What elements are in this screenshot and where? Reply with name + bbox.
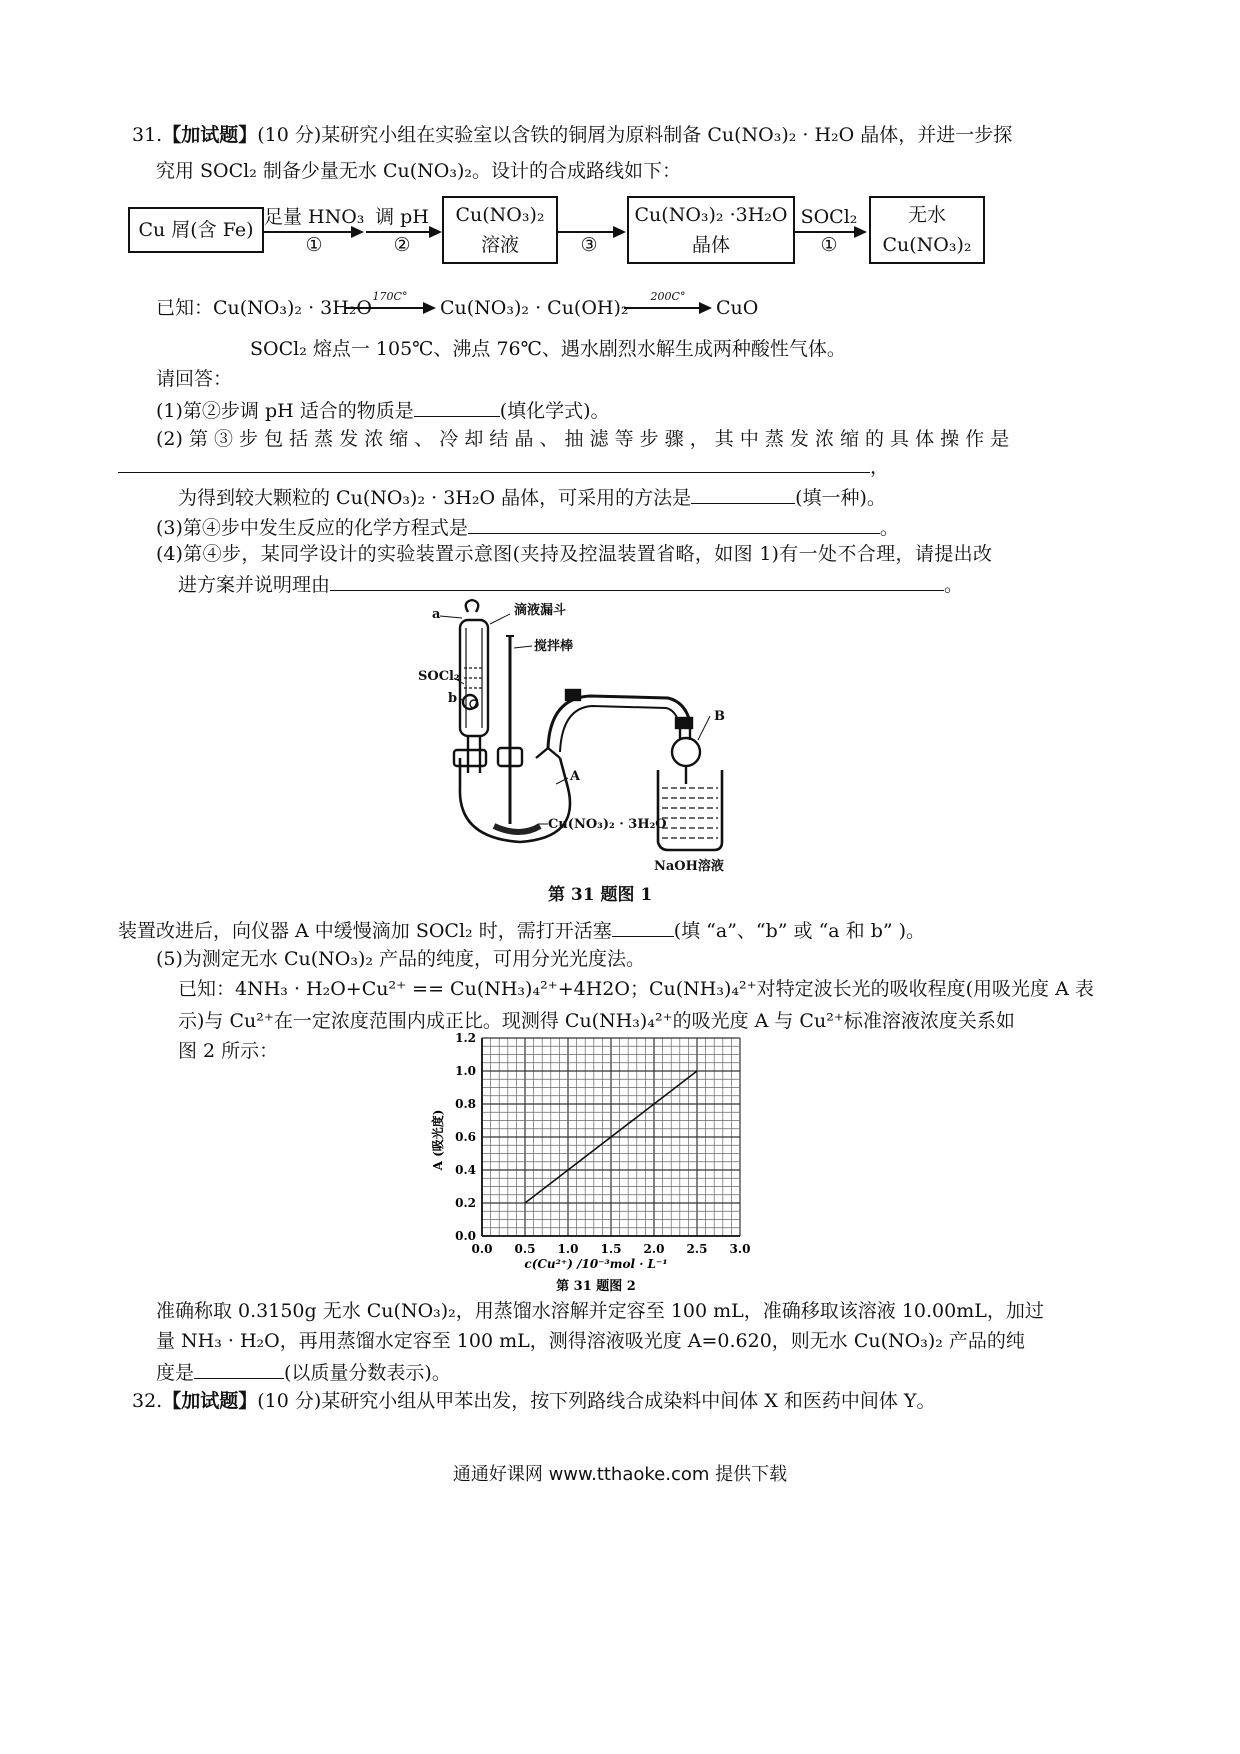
answer-blank-1[interactable] <box>414 396 500 417</box>
purity-question: 度是 <box>156 1362 195 1384</box>
flow-step4-number: ① <box>820 234 838 256</box>
label-stirrer: 搅拌棒 <box>534 639 574 654</box>
question-1-text: (1)第②步调 pH 适合的物质是 <box>156 400 414 422</box>
label-flask-a: A <box>570 769 581 784</box>
q31-number: 31. <box>132 124 163 146</box>
chart-y-label: A (吸光度) <box>431 1109 445 1171</box>
known-intermediate: Cu(NO₃)₂ · Cu(OH)₂ <box>440 297 629 319</box>
measurement-line-1: 准确称取 0.3150g 无水 Cu(NO₃)₂，用蒸馏水溶解并定容至 100 mL，准确移取该溶液 10.00mL，加过 <box>156 1300 1044 1322</box>
question-2-text: (2) 第 ③ 步 包 括 蒸 发 浓 缩 、 冷 却 结 晶 、 抽 滤 等 步 骤 ， 其 中 蒸 发 浓 缩 的 具 体 操 作 是 <box>156 428 1010 450</box>
flow-box-anhydrous-line2: Cu(NO₃)₂ <box>882 234 972 256</box>
flow-box-anhydrous-line1: 无水 <box>907 204 946 226</box>
label-naoh-solution: NaOH溶液 <box>654 859 724 874</box>
question-5-known-3: 图 2 所示： <box>178 1040 279 1062</box>
x-tick-label: 1.5 <box>600 1242 622 1256</box>
question-3-text: (3)第④步中发生反应的化学方程式是 <box>156 517 468 539</box>
label-crystal: Cu(NO₃)₂ · 3H₂O <box>548 817 667 832</box>
label-socl2: SOCl₂ <box>418 669 460 684</box>
x-tick-label: 0.5 <box>514 1242 536 1256</box>
answer-blank-purity[interactable] <box>194 1358 284 1379</box>
q32-number: 32. <box>132 1390 163 1412</box>
question-2-part2-suffix: (填一种)。 <box>795 487 886 509</box>
after-improvement <box>118 916 925 944</box>
flow-arrow-3 <box>558 231 624 233</box>
flow-step3-number: ③ <box>580 234 598 256</box>
answer-blank-valve[interactable] <box>612 916 674 937</box>
after-improvement-suffix: (填 “a”、“b” 或 “a 和 b” )。 <box>673 920 926 942</box>
label-dropping-funnel: 滴液漏斗 <box>514 603 567 618</box>
flow-box-cu-scrap-label: Cu 屑(含 Fe) <box>138 219 254 241</box>
known-reactant: Cu(NO₃)₂ · 3H₂O <box>213 297 373 319</box>
flow-box-solution-line2: 溶液 <box>480 234 519 256</box>
after-improvement-text: 装置改进后，向仪器 A 中缓慢滴加 SOCl₂ 时，需打开活塞 <box>118 920 612 942</box>
flow-box-cu-scrap <box>128 207 264 253</box>
question-1-suffix: (填化学式)。 <box>499 400 610 422</box>
y-tick-label: 1.2 <box>455 1031 476 1045</box>
y-tick-label: 0.8 <box>455 1097 476 1111</box>
question-1 <box>156 396 610 424</box>
question-2-part2 <box>178 483 886 511</box>
chart-x-label: c(Cu²⁺) /10⁻³mol · L⁻¹ <box>524 1257 668 1271</box>
please-answer: 请回答： <box>156 368 233 390</box>
x-tick-label: 0.0 <box>471 1242 493 1256</box>
measurement-line-2: 量 NH₃ · H₂O，再用蒸馏水定容至 100 mL，测得溶液吸光度 A=0.620，则无水 Cu(NO₃)₂ 产品的纯 <box>156 1330 1025 1352</box>
y-tick-label: 0.4 <box>455 1163 476 1177</box>
flow-box-crystal-line1: Cu(NO₃)₂ ·3H₂O <box>634 204 788 226</box>
q32-line <box>132 1388 935 1414</box>
socl2-note: SOCl₂ 熔点一 105℃、沸点 76℃、遇水剧烈水解生成两种酸性气体。 <box>250 338 846 360</box>
flow-arrow-1 <box>264 231 362 233</box>
label-b-funnel: B <box>714 709 725 724</box>
flow-arrow-2 <box>366 231 440 233</box>
label-b: b <box>448 691 458 706</box>
known-condition-2: 200C° <box>650 290 686 303</box>
question-2-part2-text: 为得到较大颗粒的 Cu(NO₃)₂ · 3H₂O 晶体，可采用的方法是 <box>178 487 692 509</box>
question-5-known-1: 已知：4NH₃ · H₂O+Cu²⁺ == Cu(NH₃)₄²⁺+4H2O；Cu(NH₃)₄²⁺对特定波长光的吸收程度(用吸光度 A 表 <box>178 978 1094 1000</box>
answer-blank-2b[interactable] <box>691 483 795 504</box>
q31-tag: 【加试题】 <box>162 124 258 146</box>
question-4-suffix: 。 <box>944 574 964 596</box>
question-4-part2-text: 进方案并说明理由 <box>178 574 331 596</box>
q31-line1 <box>132 122 1012 148</box>
known-product: CuO <box>716 297 759 319</box>
inverted-funnel-b <box>672 738 700 766</box>
flow-step1-number: ① <box>305 234 323 256</box>
question-4-text: (4)第④步，某同学设计的实验装置示意图(夹持及控温装置省略，如图 1)有一处不合理，请提出改 <box>156 543 992 565</box>
funnel-stopper-top <box>466 600 479 612</box>
flask-right-neck <box>536 748 560 758</box>
x-tick-label: 1.0 <box>557 1242 579 1256</box>
q32-text: (10 分)某研究小组从甲苯出发，按下列路线合成染料中间体 X 和医药中间体 Y。 <box>257 1390 936 1412</box>
q31-intro-1: (10 分)某研究小组在实验室以含铁的铜屑为原料制备 Cu(NO₃)₂ · H₂O 晶体，并进一步探 <box>257 124 1013 146</box>
q32-tag: 【加试题】 <box>162 1390 258 1412</box>
answer-blank-2a[interactable] <box>118 452 870 473</box>
flow-box-solution <box>442 196 558 264</box>
flow-box-crystal-line2: 晶体 <box>691 234 730 256</box>
question-5: (5)为测定无水 Cu(NO₃)₂ 产品的纯度，可用分光光度法。 <box>156 948 646 970</box>
question-3-suffix: 。 <box>879 517 899 539</box>
footer-download-note[interactable]: 通通好课网 www.tthaoke.com 提供下载 <box>452 1464 788 1485</box>
y-tick-label: 1.0 <box>455 1064 476 1078</box>
answer-blank-4[interactable] <box>330 570 944 591</box>
flow-box-anhydrous <box>869 196 985 264</box>
question-5-known-2: 示)与 Cu²⁺在一定浓度范围内成正比。现测得 Cu(NH₃)₄²⁺的吸光度 A 与 Cu²⁺标准溶液浓度关系如 <box>178 1010 1015 1032</box>
flow-step2-reagent: 调 pH <box>375 206 429 228</box>
delivery-tube <box>548 696 690 748</box>
known-arrow-1 <box>346 307 434 309</box>
flow-arrow-4 <box>795 231 865 233</box>
measurement-line-3 <box>156 1358 451 1386</box>
question-3 <box>156 513 899 541</box>
flow-step4-reagent: SOCl₂ <box>800 206 858 228</box>
x-tick-label: 2.0 <box>643 1242 665 1256</box>
y-tick-label: 0.6 <box>455 1130 476 1144</box>
y-tick-label: 0.0 <box>455 1229 476 1243</box>
flow-box-solution-line1: Cu(NO₃)₂ <box>455 204 545 226</box>
answer-blank-3[interactable] <box>468 513 880 534</box>
figure1-caption: 第 31 题图 1 <box>548 885 653 905</box>
apparatus-figure <box>410 598 770 880</box>
purity-suffix: (以质量分数表示)。 <box>284 1362 451 1384</box>
question-2-comma: ， <box>870 456 890 478</box>
known-condition-1: 170C° <box>372 290 408 303</box>
x-tick-label: 3.0 <box>729 1242 751 1256</box>
label-a: a <box>432 607 441 622</box>
q31-intro-2: 究用 SOCl₂ 制备少量无水 Cu(NO₃)₂。设计的合成路线如下： <box>156 160 681 182</box>
known-arrow-2 <box>624 307 710 309</box>
flow-step1-reagent: 足量 HNO₃ <box>264 206 365 228</box>
question-2-blank-line <box>118 452 889 480</box>
flow-step2-number: ② <box>393 234 411 256</box>
x-tick-label: 2.5 <box>686 1242 708 1256</box>
chart-title: 第 31 题图 2 <box>556 1279 636 1294</box>
calibration-chart <box>428 1026 754 1298</box>
question-4-part2 <box>178 570 963 598</box>
known-label: 已知： <box>156 297 214 319</box>
flow-box-crystal <box>627 196 795 264</box>
funnel-stem <box>468 736 480 773</box>
y-tick-label: 0.2 <box>455 1196 476 1210</box>
